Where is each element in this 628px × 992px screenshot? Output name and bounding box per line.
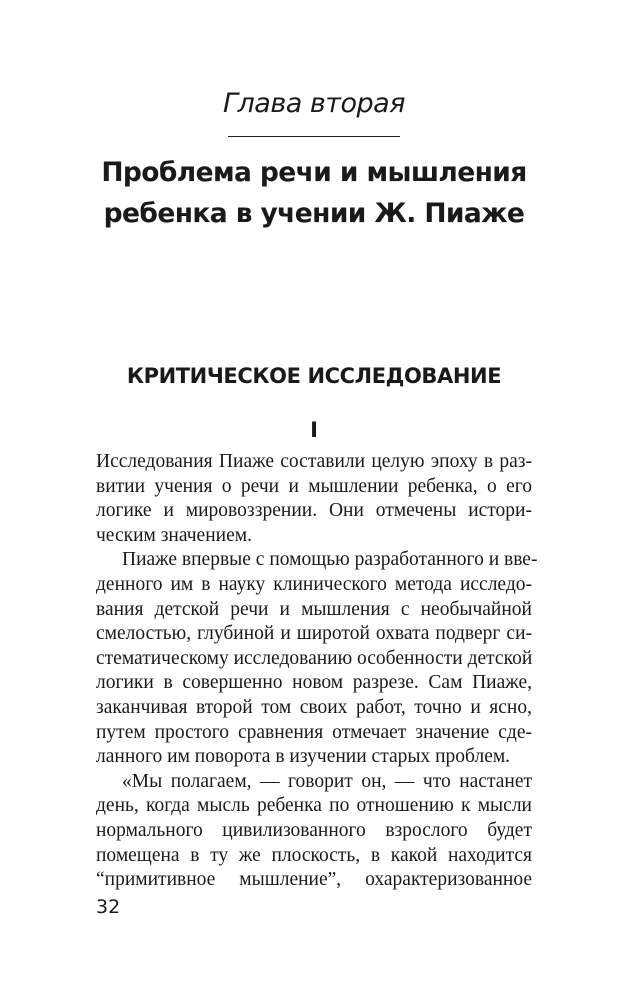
- text-line: стематическому исследованию особенности детской: [96, 647, 533, 669]
- text-line: «Мы полагаем, — говорит он, — что настанет: [122, 770, 532, 792]
- text-line: помещена в ту же плоскость, в какой находится: [96, 844, 532, 866]
- page-number: 32: [96, 896, 121, 918]
- chapter-label: Глава вторая: [223, 88, 405, 119]
- chapter-divider: [228, 136, 400, 137]
- text-line: логики в совершенно новом разрезе. Сам Пиаже,: [96, 672, 532, 694]
- text-line: ческим значением.: [96, 524, 252, 546]
- chapter-title-line: Проблема речи и мышления: [101, 157, 527, 188]
- text-line: Исследования Пиаже составили целую эпоху в раз-: [96, 451, 532, 472]
- chapter-title: [40, 152, 588, 234]
- body-text: [96, 450, 538, 893]
- text-line: вания детской речи и мышления с необычайной: [96, 598, 532, 620]
- text-line: день, когда мысль ребенка по отношению к мысли: [96, 795, 532, 817]
- section-number: I: [310, 418, 318, 442]
- section-title: КРИТИЧЕСКОЕ ИССЛЕДОВАНИЕ: [126, 364, 502, 388]
- text-line: нормального цивилизованного взрослого будет: [96, 819, 532, 841]
- chapter-title-line: ребенка в учении Ж. Пиаже: [103, 198, 525, 229]
- text-line: Пиаже впервые с помощью разработанного и вве-: [122, 549, 538, 571]
- text-line: ланного им поворота в изучении старых проблем.: [96, 746, 511, 768]
- text-line: заканчивая второй том своих работ, точно и ясно,: [96, 696, 532, 718]
- text-line: “примитивное мышление”, охарактеризованное: [96, 869, 532, 891]
- text-line: денного им в науку клинического метода исследо-: [96, 573, 532, 595]
- text-line: витии учения о речи и мышлении ребенка, о его: [96, 475, 532, 497]
- text-line: логике и мировоззрении. Они отмечены истори-: [96, 500, 532, 522]
- text-line: смелостью, глубиной и широтой охвата подверг си-: [96, 623, 532, 645]
- text-line: путем простого сравнения отмечает значение сде-: [96, 721, 532, 743]
